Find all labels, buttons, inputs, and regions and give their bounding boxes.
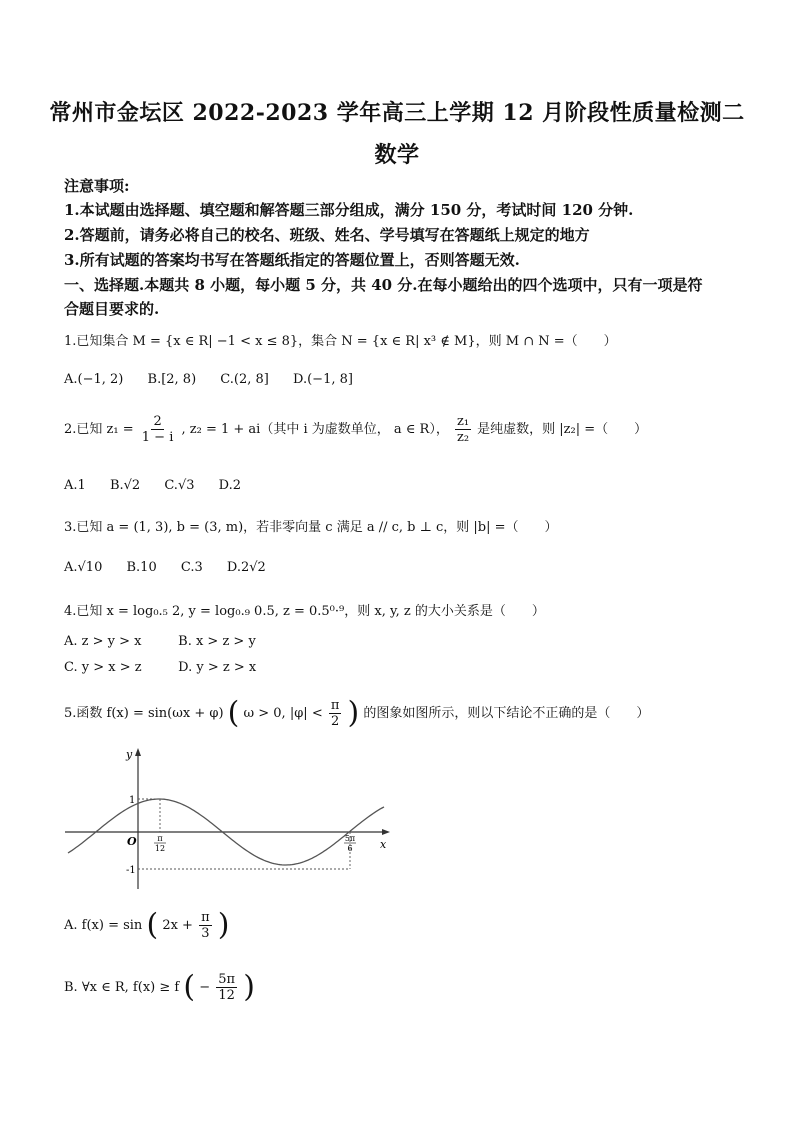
q2-ratio-num: z₁ bbox=[456, 414, 470, 429]
q1-option-c: C.(2, 8] bbox=[220, 372, 269, 387]
q5-sine-graph bbox=[60, 744, 400, 894]
q5-optB-den: 12 bbox=[218, 988, 235, 1003]
q5-cond-den: 2 bbox=[330, 714, 340, 729]
q4-options-row2 bbox=[64, 660, 276, 675]
q5-option-b bbox=[64, 969, 734, 1005]
q5-cond-num: π bbox=[330, 698, 340, 713]
tick-y-pos: 1 bbox=[129, 795, 136, 806]
notice-item-1: 1.本试题由选择题、填空题和解答题三部分组成，满分 150 分，考试时间 120 分钟. bbox=[64, 201, 634, 219]
q2-option-d: D.2 bbox=[218, 478, 242, 493]
q1-stem: 1.已知集合 M = {x ∈ R| −1 < x ≤ 8}，集合 N = {x ∈ R| x³ ∉ M}，则 M ∩ N =（ ） bbox=[64, 334, 617, 349]
q2-mid: , z₂ = 1 + ai（其中 i 为虚数单位， a ∈ R）， bbox=[181, 422, 449, 437]
y-label: y bbox=[126, 748, 133, 761]
tick-x1-num: π bbox=[157, 834, 163, 843]
q5-optA-paren-close: ) bbox=[217, 907, 230, 943]
q2-option-a: A.1 bbox=[64, 478, 86, 493]
x-label: x bbox=[380, 838, 387, 851]
q2-option-b: B.√2 bbox=[109, 478, 141, 493]
q2-options bbox=[64, 478, 261, 493]
tick-x1-den: 12 bbox=[154, 844, 166, 853]
q4-option-b: B. x > z > y bbox=[178, 634, 256, 649]
origin-label: O bbox=[127, 835, 137, 848]
q3-options bbox=[64, 560, 286, 575]
q5-optB-paren-open: ( bbox=[183, 969, 196, 1005]
q2-ratio bbox=[455, 414, 471, 445]
q4-option-d: D. y > z > x bbox=[178, 660, 257, 675]
section1-line2: 合题目要求的. bbox=[64, 300, 160, 318]
q5-optB-paren-close: ) bbox=[243, 969, 255, 1005]
q5-optA-den: 3 bbox=[201, 926, 210, 941]
y-axis-arrow-icon bbox=[135, 748, 141, 756]
notice-heading: 注意事项: bbox=[64, 177, 130, 195]
tick-x2-num: 5π bbox=[344, 834, 356, 843]
q3-option-b: B.10 bbox=[126, 560, 157, 575]
q5-optB-prefix: B. ∀x ∈ R, f(x) ≥ f bbox=[64, 980, 180, 995]
q3-option-a: A.√10 bbox=[64, 560, 103, 575]
q5-optA-frac bbox=[199, 910, 212, 941]
q4-option-a: A. z > y > x bbox=[64, 634, 142, 649]
q2-suffix: 是纯虚数，则 |z₂| =（ ） bbox=[477, 422, 648, 437]
q1-option-b: B.[2, 8) bbox=[147, 372, 197, 387]
q3-option-c: C.3 bbox=[180, 560, 203, 575]
q2-ratio-den: z₂ bbox=[456, 430, 470, 445]
q5-paren-close: ) bbox=[347, 695, 360, 731]
q3-stem: 3.已知 a = (1, 3), b = (3, m)，若非零向量 c 满足 a // c, b ⊥ c，则 |b| =（ ） bbox=[64, 520, 558, 535]
q5-stem bbox=[64, 695, 734, 731]
q5-optB-num: 5π bbox=[218, 972, 236, 987]
q1-option-d: D.(−1, 8] bbox=[293, 372, 353, 387]
q5-optB-frac bbox=[216, 972, 237, 1003]
q4-option-c: C. y > x > z bbox=[64, 660, 142, 675]
exam-subject: 数学 bbox=[374, 142, 420, 168]
q4-stem: 4.已知 x = log₀.₅ 2, y = log₀.₉ 0.5, z = 0.5⁰·⁹，则 x, y, z 的大小关系是（ ） bbox=[64, 604, 545, 619]
exam-title: 常州市金坛区 2022-2023 学年高三上学期 12 月阶段性质量检测二 bbox=[49, 100, 745, 126]
q5-optB-sign: − bbox=[199, 980, 211, 995]
q5-optA-inner: 2x + bbox=[162, 918, 193, 933]
tick-y-neg: -1 bbox=[126, 865, 136, 876]
q1-options bbox=[64, 372, 373, 387]
q2-frac-den: 1 − i bbox=[141, 430, 174, 445]
q4-options-row1 bbox=[64, 634, 276, 649]
q3-option-d: D.2√2 bbox=[226, 560, 266, 575]
x-axis-arrow-icon bbox=[382, 829, 390, 835]
q2-z1: z₁ = bbox=[106, 422, 134, 437]
notice-item-2: 2.答题前，请务必将自己的校名、班级、姓名、学号填写在答题纸上规定的地方 bbox=[64, 226, 590, 244]
q5-suffix: 的图象如图所示，则以下结论不正确的是（ ） bbox=[363, 706, 650, 721]
notice-item-3: 3.所有试题的答案均书写在答题纸指定的答题位置上，否则答题无效. bbox=[64, 251, 520, 269]
q5-cond: ω > 0, |φ| < bbox=[243, 706, 323, 721]
q2-fraction bbox=[140, 414, 176, 445]
tick-x2-den: 6 bbox=[347, 844, 353, 853]
q1-option-a: A.(−1, 2) bbox=[64, 372, 124, 387]
q5-paren-open: ( bbox=[227, 695, 240, 731]
q2-option-c: C.√3 bbox=[164, 478, 195, 493]
q5-cond-frac bbox=[329, 698, 342, 729]
q5-optA-prefix: A. f(x) = sin bbox=[64, 918, 143, 933]
q5-prefix: 5.函数 f(x) = sin(ωx + φ) bbox=[64, 706, 224, 721]
section1-line1: 一、选择题.本题共 8 小题，每小题 5 分，共 40 分.在每小题给出的四个选项中，只有一项是符 bbox=[64, 276, 703, 294]
q5-optA-paren-open: ( bbox=[146, 907, 159, 943]
q2-prefix: 2.已知 bbox=[64, 422, 103, 437]
q5-option-a bbox=[64, 907, 734, 943]
q2-stem bbox=[64, 414, 734, 445]
q5-optA-num: π bbox=[201, 910, 210, 925]
q2-frac-num: 2 bbox=[153, 414, 162, 429]
